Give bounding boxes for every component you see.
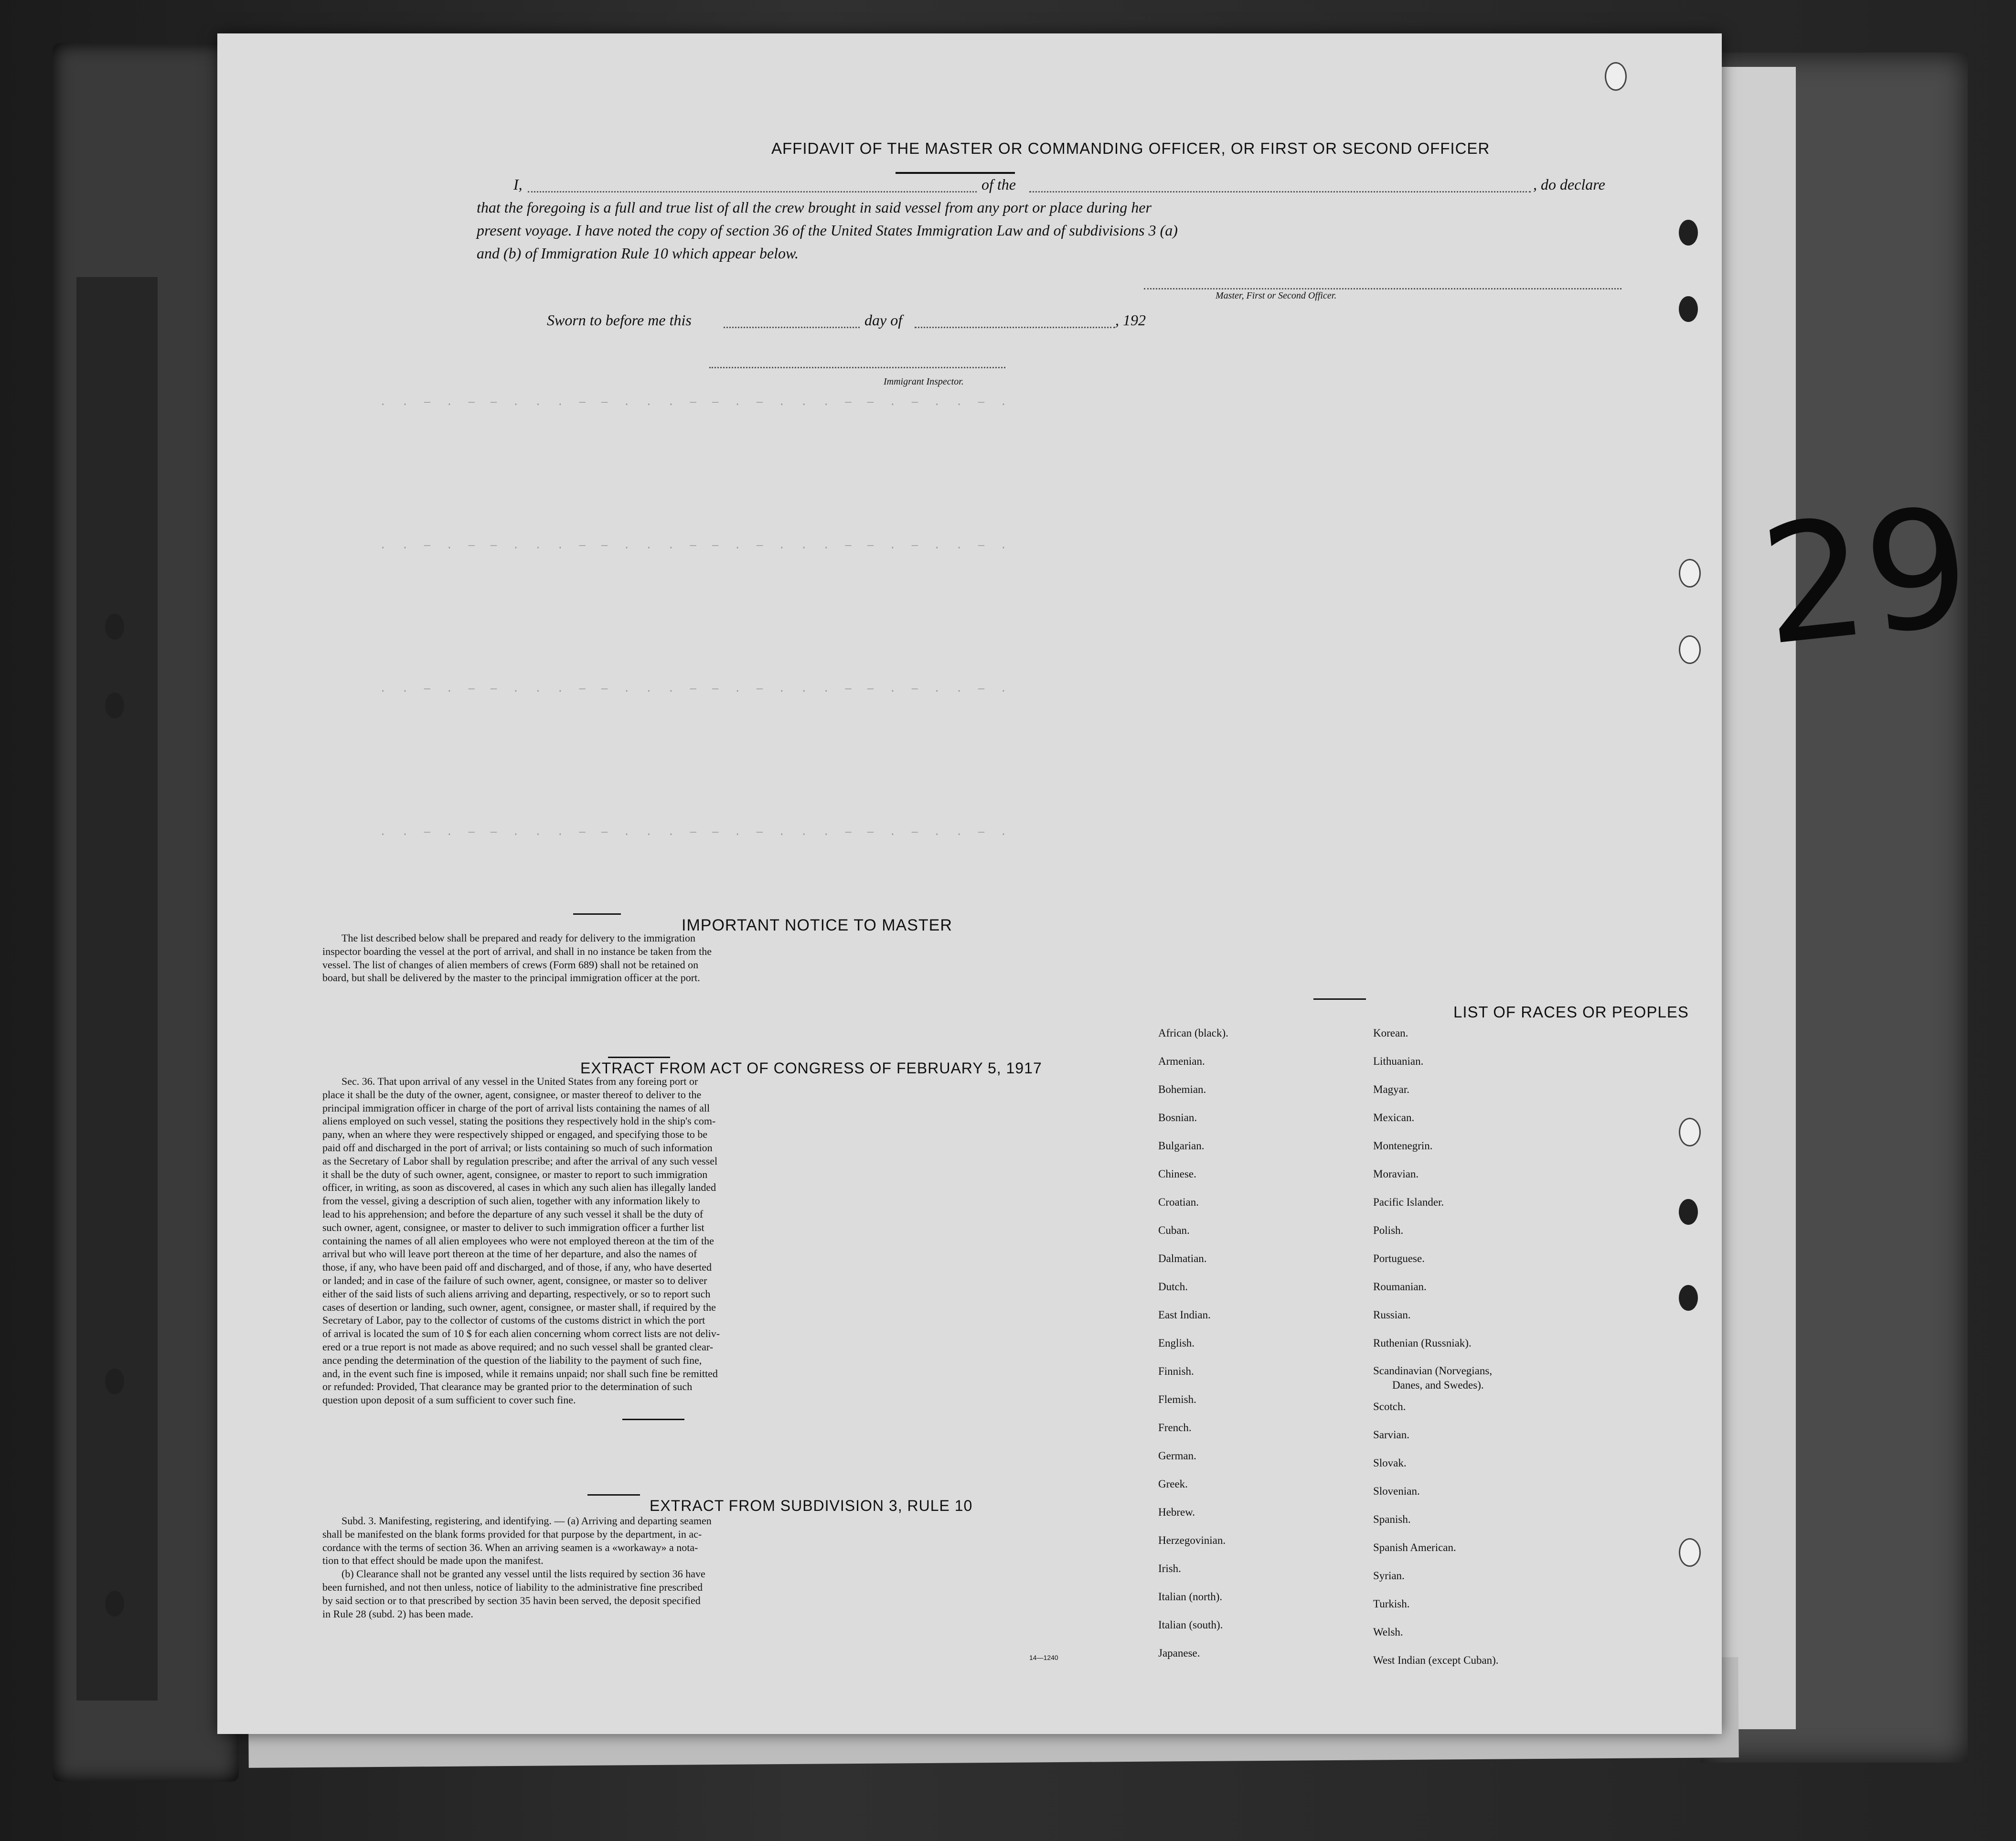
inspector-signature-line [709,367,1005,368]
punch-hole [1605,62,1627,91]
race-item: Finnish. [1158,1365,1194,1377]
extract-act-line: or refunded: Provided, That clearance may be granted prior to the determination of such [322,1381,693,1393]
punch-hole [1679,635,1701,664]
binder-left-strip [76,277,158,1701]
notice-heading: IMPORTANT NOTICE TO MASTER [682,916,952,934]
affidavit-do-declare: , do declare [1533,176,1605,193]
vessel-line [1029,191,1531,193]
punch-hole [1679,220,1698,246]
punch-hole [1679,559,1701,588]
form-number: 14—1240 [1029,1654,1058,1661]
race-item: East Indian. [1158,1309,1211,1321]
race-item: Sarvian. [1373,1429,1410,1441]
punch-hole [1679,1538,1701,1567]
extract-act-line: lead to his apprehension; and before the departure of any such vessel it shall be the duty of [322,1208,704,1220]
punch-hole [1679,1285,1698,1311]
sworn-month-line [915,327,1115,328]
race-item: Bohemian. [1158,1083,1206,1095]
affidavit-line-2: present voyage. I have noted the copy of section 36 of the United States Immigration Law and of subdivisions 3 (a) [477,222,1178,239]
extract-act-line: cases of desertion or landing, such owner, agent, consignee, or master shall, if required by the [322,1301,716,1313]
master-signature-label: Master, First or Second Officer. [1216,290,1337,301]
extract-act-end-rule [622,1419,684,1420]
bleed-through-text: . . — . — — . . . — — . . . — — . — . . . — — . — . . — . [380,540,1012,552]
extract-act-line: it shall be the duty of such owner, agent, consignee, or master to report to such immigration [322,1168,708,1180]
extract-rule-heading: EXTRACT FROM SUBDIVISION 3, RULE 10 [650,1497,973,1514]
race-item: Italian (south). [1158,1619,1223,1631]
year-label: , 192 [1115,311,1146,329]
race-item: Bulgarian. [1158,1140,1205,1152]
race-item: Moravian. [1373,1168,1419,1180]
race-item: Slovenian. [1373,1485,1420,1497]
extract-rule-line: (b) Clearance shall not be granted any vessel until the lists required by section 36 have [341,1568,705,1580]
extract-act-line: those, if any, who have been paid off and discharged, and of those, if any, who have deserted [322,1261,712,1274]
race-item: Roumanian. [1373,1281,1427,1293]
notice-line: The list described below shall be prepared and ready for delivery to the immigration [341,932,696,944]
extract-act-line: as the Secretary of Labor shall by regulation prescribe; and after the arrival of any such vessel [322,1155,718,1167]
race-item: Danes, and Swedes). [1392,1379,1484,1391]
extract-act-line: and, in the event such fine is imposed, while it remains unpaid; nor shall such fine be remitted [322,1367,718,1380]
race-item: Syrian. [1373,1570,1405,1582]
extract-rule-line: in Rule 28 (subd. 2) has been made. [322,1607,473,1620]
bleed-through-text: . . — . — — . . . — — . . . — — . — . . . — — . — . . — . [380,826,1012,838]
affidavit-of-the-label: of the [981,176,1016,193]
extract-act-heading: EXTRACT FROM ACT OF CONGRESS OF FEBRUARY 5, 1917 [580,1060,1042,1077]
extract-act-line: or landed; and in case of the failure of such owner, agent, consignee, or master so to deliver [322,1274,707,1286]
race-item: Irish. [1158,1563,1181,1574]
extract-act-line: of arrival is located the sum of 10 $ for each alien concerning whom correct lists are not deliv- [322,1327,720,1340]
inspector-label: Immigrant Inspector. [884,376,964,387]
extract-rule-line: been furnished, and not then unless, notice of liability to the administrative fine prescribed [322,1581,703,1593]
race-item: Italian (north). [1158,1591,1223,1603]
race-item: Spanish American. [1373,1541,1456,1553]
extract-act-line: paid off and discharged in the port of arrival; or lists containing so much of such information [322,1141,713,1154]
affidavit-line-3: and (b) of Immigration Rule 10 which appear below. [477,245,799,262]
race-item: Bosnian. [1158,1112,1197,1124]
extract-act-line: containing the names of all alien employees who were not employed thereon at the tim of the [322,1234,714,1247]
race-item: Montenegrin. [1373,1140,1433,1152]
extract-rule-line: shall be manifested on the blank forms provided for that purpose by the department, in ac- [322,1528,702,1540]
extract-act-line: aliens employed on such vessel, stating the positions they respectively hold in the ship's com- [322,1115,716,1127]
handwritten-page-number: 29 [1753,472,1979,682]
master-signature-line [1144,288,1621,289]
race-item: Scandinavian (Norvegians, [1373,1365,1493,1377]
binder-hole [105,1369,124,1394]
race-item: Cuban. [1158,1224,1190,1236]
race-item: Magyar. [1373,1083,1410,1095]
race-item: Ruthenian (Russniak). [1373,1337,1472,1349]
extract-rule-rule [587,1494,640,1496]
extract-act-line: Secretary of Labor, pay to the collector of customs of the customs district in which the port [322,1314,705,1327]
race-item: West Indian (except Cuban). [1373,1654,1499,1666]
extract-rule-text [322,1514,1110,1620]
punch-hole [1679,296,1698,322]
sworn-day-line [724,327,860,328]
race-item: Mexican. [1373,1112,1415,1124]
extract-act-line: such owner, agent, consignee, or master to deliver to such immigration officer a further list [322,1221,704,1233]
extract-act-line: pany, when an where they were respectively shipped or engaged, and specifying those to be [322,1128,708,1141]
notice-line: board, but shall be delivered by the master to the principal immigration officer at the port. [322,972,700,984]
races-right-column [1373,1019,1499,1674]
affidavit-i-label: I, [513,176,523,193]
race-item: Pacific Islander. [1373,1196,1444,1208]
race-item: Chinese. [1158,1168,1196,1180]
extract-act-line: from the vessel, giving a description of such alien, together with any information likely to [322,1195,700,1207]
punch-hole [1679,1199,1698,1225]
extract-act-text [322,1075,1110,1407]
race-item: Scotch. [1373,1401,1406,1413]
affidavit-line-1: that the foregoing is a full and true list of all the crew brought in said vessel from any port or place during her [477,199,1152,216]
extract-rule-line: tion to that effect should be made upon the manifest. [322,1554,544,1567]
notice-text [322,931,1110,985]
extract-act-line: principal immigration officer in charge of the port of arrival lists containing the names of all [322,1102,710,1114]
race-item: German. [1158,1450,1196,1462]
extract-act-rule [608,1057,670,1058]
race-item: Croatian. [1158,1196,1199,1208]
race-item: Armenian. [1158,1055,1205,1067]
race-item: French. [1158,1422,1192,1434]
extract-rule-line: by said section or to that prescribed by section 35 havin been served, the deposit specified [322,1594,701,1606]
extract-act-line: either of the said lists of such aliens arriving and departing, respectively, or so to report such [322,1287,711,1300]
race-item: African (black). [1158,1027,1228,1039]
race-item: Polish. [1373,1224,1404,1236]
races-left-column [1158,1019,1228,1667]
races-heading: LIST OF RACES OR PEOPLES [1453,1003,1689,1021]
race-item: Dutch. [1158,1281,1188,1293]
race-item: Dalmatian. [1158,1252,1207,1264]
race-item: Greek. [1158,1478,1188,1490]
notice-line: inspector boarding the vessel at the port of arrival, and shall in no instance be taken from the [322,945,712,957]
sworn-label: Sworn to before me this [547,311,692,329]
extract-act-line: place it shall be the duty of the owner, agent, consignee, or master thereof to deliver to the [322,1088,702,1101]
manifest-page [217,33,1722,1734]
extract-act-line: officer, in writing, as soon as discovered, al cases in which any such alien has illegally landed [322,1181,716,1194]
binder-hole [105,614,124,640]
extract-act-line: ance pending the determination of the question of the liability to the payment of such fine, [322,1354,702,1366]
bleed-through-text: . . — . — — . . . — — . . . — — . — . . . — — . — . . — . [380,683,1012,695]
race-item: Korean. [1373,1027,1408,1039]
race-item: Turkish. [1373,1598,1410,1610]
race-item: Welsh. [1373,1626,1403,1638]
race-item: Russian. [1373,1309,1411,1321]
punch-hole [1679,1118,1701,1146]
race-item: Spanish. [1373,1513,1411,1525]
binder-hole [105,693,124,718]
extract-rule-line: Subd. 3. Manifesting, registering, and identifying. — (a) Arriving and departing seamen [341,1515,712,1527]
extract-act-line: Sec. 36. That upon arrival of any vessel in the United States from any foreing port or [341,1075,698,1087]
bleed-through-text: . . — . — — . . . — — . . . — — . — . . . — — . — . . — . [380,396,1012,408]
races-rule [1313,998,1366,1000]
race-item: Japanese. [1158,1647,1200,1659]
race-item: Lithuanian. [1373,1055,1424,1067]
extract-act-line: ered or a true report is not made as above required; and no such vessel shall be granted clear- [322,1340,714,1353]
notice-line: vessel. The list of changes of alien members of crews (Form 689) shall not be retained on [322,958,699,971]
race-item: Portuguese. [1373,1252,1425,1264]
extract-act-line: arrival but who will leave port thereon at the time of her departure, and also the names of [322,1248,697,1260]
race-item: Hebrew. [1158,1506,1195,1518]
day-of-label: day of [864,311,903,329]
notice-rule [573,913,621,915]
race-item: Slovak. [1373,1457,1407,1469]
extract-act-line: question upon deposit of a sum sufficient to cover such fine. [322,1394,576,1406]
binder-hole [105,1591,124,1616]
race-item: Herzegovinian. [1158,1534,1226,1546]
race-item: Flemish. [1158,1393,1196,1405]
extract-rule-line: cordance with the terms of section 36. When an arriving seamen is a «workaway» a nota- [322,1541,698,1553]
name-line [528,191,977,193]
affidavit-heading: AFFIDAVIT OF THE MASTER OR COMMANDING OFFICER, OR FIRST OR SECOND OFFICER [771,139,1490,157]
race-item: English. [1158,1337,1195,1349]
